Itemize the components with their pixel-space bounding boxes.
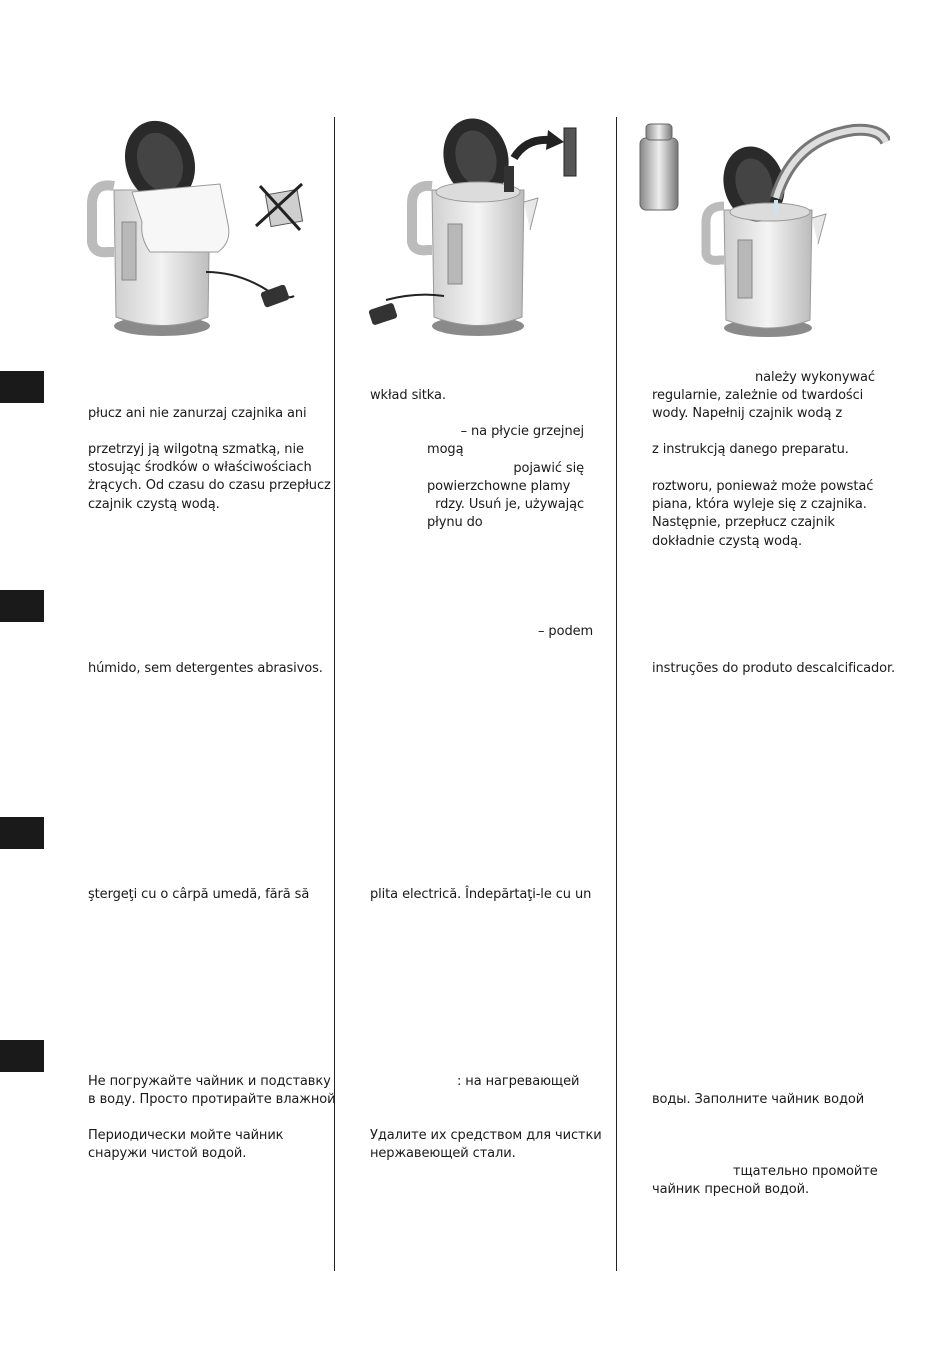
kettle-with-cloth-icon [80, 112, 320, 344]
text-block: Удалите их средством для чистки нержавеющей стали. [370, 1128, 602, 1162]
text-block: тщательно промойте [733, 1164, 878, 1179]
text-block: należy wykonywać [755, 370, 875, 385]
language-tab [0, 371, 44, 403]
text-block: płucz ani nie zanurzaj czajnika ani [88, 406, 307, 421]
text-block: Не погружайте чайник и подставку в воду. Просто протирайте влажной [88, 1074, 336, 1108]
text-block: чайник пресной водой. [652, 1182, 809, 1197]
text-block: instruções do produto descalcificador. [652, 661, 896, 676]
column-divider [616, 117, 617, 1271]
language-tab [0, 817, 44, 849]
text-block: húmido, sem detergentes abrasivos. [88, 661, 323, 676]
text-block: ştergeţi cu o cârpă umedă, fără să [88, 887, 310, 902]
kettle-remove-filter-icon [366, 112, 596, 344]
text-block: z instrukcją danego preparatu. [652, 442, 849, 457]
text-block: – podem [538, 624, 594, 639]
text-block: regularnie, zależnie od twardości wody. Napełnij czajnik wodą z [652, 388, 864, 422]
text-block: roztworu, ponieważ może powstać piana, która wyleje się z czajnika. Następnie, przepłucz czajnik dokładnie czystą wodą. [652, 479, 874, 549]
text-block: Периодически мойте чайник снаружи чистой водой. [88, 1128, 284, 1162]
text-block [370, 405, 584, 551]
no-immersion-icon [256, 184, 303, 230]
text-block: wkład sitka. [370, 388, 446, 403]
language-tab [0, 590, 44, 622]
text-block: воды. Заполните чайник водой [652, 1092, 865, 1107]
text-block: plita electrică. Îndepărtaţi-le cu un [370, 887, 592, 902]
text-block: : на нагревающей [457, 1074, 580, 1089]
text-block: – na płycie grzejnej mogą pojawić się powierzchowne plamy rdzy. Usuń je, używając płynu do [427, 424, 584, 531]
kettle-descaling-icon [634, 118, 890, 344]
text-block: przetrzyj ją wilgotną szmatką, nie stosując środków o właściwościach żrących. Od czasu do czasu przepłucz czajnik czystą wodą. [88, 442, 331, 512]
language-tab [0, 1040, 44, 1072]
